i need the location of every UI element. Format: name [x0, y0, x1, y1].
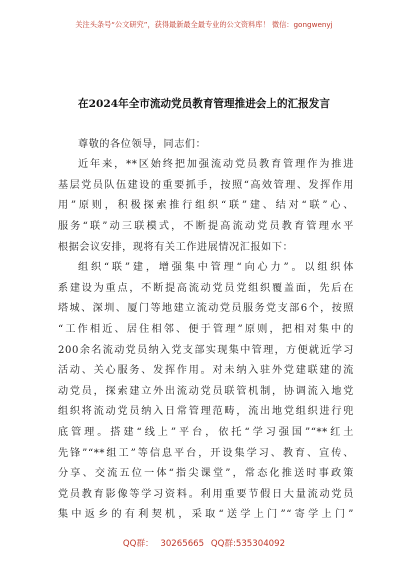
body-line: 动党员，探索建立外出流动党员联管机制，协调流入地党 — [58, 385, 354, 397]
document-body — [58, 114, 354, 526]
body-line: 组织“联”建，增强集中管理“向心力”。以组织体 — [78, 262, 354, 274]
body-line: 近年来，**区始终把加强流动党员教育管理作为推进 — [78, 159, 354, 171]
body-line: 底管理。搭建“线上”平台，依托“学习强国”“**红土 — [58, 426, 354, 438]
body-line: 塔城、深圳、厦门等地建立流动党员服务党支部6个，按照 — [58, 303, 354, 315]
body-line: 先锋”“**组工”等信息平台，开设集学习、教育、宣传、 — [58, 447, 354, 459]
body-line — [58, 114, 354, 135]
body-line: 用”原则，积极探索推行组织“联”建、结对“联”心、 — [58, 200, 354, 212]
body-line: 根据会议安排，现将有关工作进展情况汇报如下： — [58, 241, 294, 253]
body-line: 基层党员队伍建设的重要抓手，按照“高效管理、发挥作用 — [58, 179, 354, 191]
body-line: 200余名流动党员纳入党支部实现集中管理，方便就近学习 — [58, 344, 354, 356]
footer-qq-groups: QQ群： 30265665 QQ群:535304092 — [122, 539, 286, 549]
salutation-line: 尊敬的各位领导，同志们： — [78, 138, 207, 150]
body-line: 集中返乡的有利契机，采取“送学上门”“寄学上门” — [58, 509, 354, 521]
body-line: 组织将流动党员纳入日常管理范畴，流出地党组织进行兜 — [58, 406, 354, 418]
body-line: 服务“联”动三联模式，不断提高流动党员教育管理水平 — [58, 220, 354, 232]
body-line: 活动、关心服务、发挥作用。对未纳入驻外党建联建的流 — [58, 365, 354, 377]
document-title: 在2024年全市流动党员教育管理推进会上的汇报发言 — [78, 98, 330, 110]
body-line: 系建设为重点，不断提高流动党员党组织覆盖面，先后在 — [58, 282, 354, 294]
body-line: “工作相近、居住相邻、便于管理”原则，把相对集中的 — [58, 323, 354, 335]
body-line: 党员教育影像等学习资料。利用重要节假日大量流动党员 — [58, 488, 354, 500]
body-line: 分享、交流五位一体“指尖课堂”，常态化推送时事政策 — [58, 468, 354, 480]
header-banner: 关注头条号“公文研究”，获得最新最全最专业的公文资料库！ 微信：gongwenyj — [75, 20, 333, 29]
